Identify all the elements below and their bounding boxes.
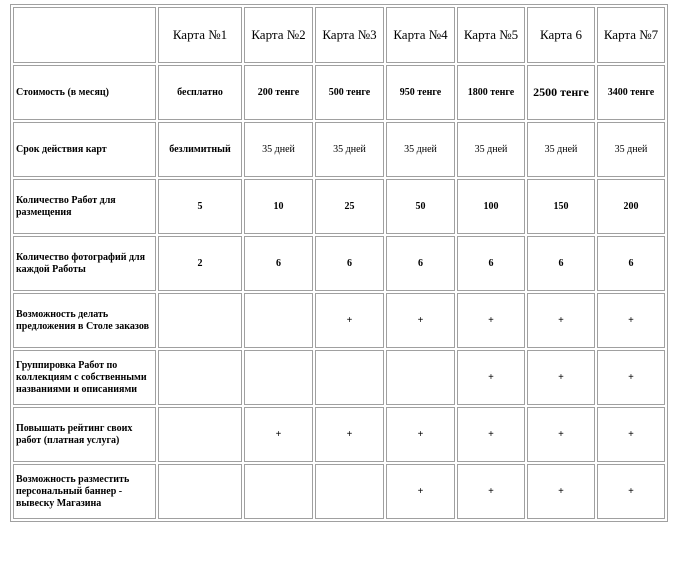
- table-cell: 1800 тенге: [457, 65, 525, 120]
- table-cell: 6: [597, 236, 665, 291]
- card-header: Карта №2: [244, 7, 313, 63]
- table-cell: +: [597, 464, 665, 519]
- feature-label: Количество фотографий для каждой Работы: [13, 236, 156, 291]
- table-cell: 6: [386, 236, 455, 291]
- card-header: Карта №4: [386, 7, 455, 63]
- table-cell: 2500 тенге: [527, 65, 595, 120]
- card-header: Карта №5: [457, 7, 525, 63]
- table-cell: 35 дней: [386, 122, 455, 177]
- table-cell: +: [527, 464, 595, 519]
- table-cell: [244, 464, 313, 519]
- table-cell: +: [386, 293, 455, 348]
- table-cell: [315, 464, 384, 519]
- table-cell: 6: [244, 236, 313, 291]
- table-cell: [244, 293, 313, 348]
- table-row-works: [13, 179, 665, 234]
- table-cell: +: [457, 407, 525, 462]
- table-cell: +: [457, 350, 525, 405]
- table-cell: 5: [158, 179, 242, 234]
- table-cell: 6: [315, 236, 384, 291]
- table-cell: +: [315, 407, 384, 462]
- feature-label: Повышать рейтинг своих работ (платная услуга): [13, 407, 156, 462]
- table-row-order-offers: [13, 293, 665, 348]
- table-cell: 500 тенге: [315, 65, 384, 120]
- table-cell: [158, 464, 242, 519]
- table-cell: бесплатно: [158, 65, 242, 120]
- feature-label: Возможность разместить персональный баннер - вывеску Магазина: [13, 464, 156, 519]
- table-cell: +: [527, 293, 595, 348]
- table-cell: 35 дней: [597, 122, 665, 177]
- table-header-row: [13, 7, 665, 63]
- table-cell: +: [597, 350, 665, 405]
- pricing-table: [10, 4, 668, 522]
- feature-label: Возможность делать предложения в Столе заказов: [13, 293, 156, 348]
- table-cell: [158, 350, 242, 405]
- table-row-collections: [13, 350, 665, 405]
- table-cell: +: [527, 407, 595, 462]
- table-cell: 50: [386, 179, 455, 234]
- table-cell: +: [457, 293, 525, 348]
- table-cell: безлимитный: [158, 122, 242, 177]
- feature-label: Количество Работ для размещения: [13, 179, 156, 234]
- table-cell: 2: [158, 236, 242, 291]
- card-header: Карта №7: [597, 7, 665, 63]
- table-cell: [158, 407, 242, 462]
- table-cell: +: [457, 464, 525, 519]
- corner-cell: [13, 7, 156, 63]
- table-cell: +: [597, 293, 665, 348]
- table-cell: +: [386, 464, 455, 519]
- table-row-validity: [13, 122, 665, 177]
- table-row-banner: [13, 464, 665, 519]
- table-cell: 6: [527, 236, 595, 291]
- table-cell: 10: [244, 179, 313, 234]
- feature-label: Группировка Работ по коллекциям с собственными названиями и описаниями: [13, 350, 156, 405]
- table-cell: +: [315, 293, 384, 348]
- table-cell: 35 дней: [315, 122, 384, 177]
- table-cell: 6: [457, 236, 525, 291]
- table-cell: +: [244, 407, 313, 462]
- table-cell: 25: [315, 179, 384, 234]
- table-cell: 200: [597, 179, 665, 234]
- table-cell: [315, 350, 384, 405]
- table-cell: +: [386, 407, 455, 462]
- table-cell: +: [527, 350, 595, 405]
- table-row-photos: [13, 236, 665, 291]
- table-cell: +: [597, 407, 665, 462]
- card-header: Карта №3: [315, 7, 384, 63]
- table-row-cost: [13, 65, 665, 120]
- card-header: Карта 6: [527, 7, 595, 63]
- table-cell: 35 дней: [244, 122, 313, 177]
- table-cell: 100: [457, 179, 525, 234]
- card-header: Карта №1: [158, 7, 242, 63]
- table-cell: [386, 350, 455, 405]
- table-cell: 35 дней: [527, 122, 595, 177]
- table-cell: [244, 350, 313, 405]
- table-cell: [158, 293, 242, 348]
- feature-label: Срок действия карт: [13, 122, 156, 177]
- table-cell: 3400 тенге: [597, 65, 665, 120]
- table-cell: 950 тенге: [386, 65, 455, 120]
- table-cell: 35 дней: [457, 122, 525, 177]
- table-cell: 150: [527, 179, 595, 234]
- feature-label: Стоимость (в месяц): [13, 65, 156, 120]
- table-row-rating: [13, 407, 665, 462]
- table-cell: 200 тенге: [244, 65, 313, 120]
